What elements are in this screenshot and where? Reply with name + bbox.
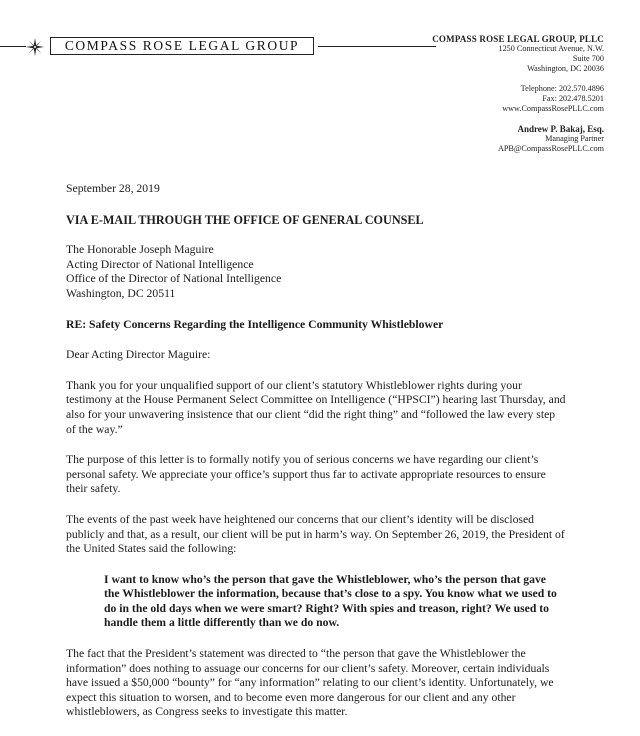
subject-line: RE: Safety Concerns Regarding the Intelligence Community Whistleblower: [66, 317, 444, 331]
recipient-address: [66, 243, 566, 301]
recipient-line: The Honorable Joseph Maguire: [66, 243, 214, 257]
body-paragraph: The events of the past week have heightened our concerns that our client’s identity will be disclosed publicly and that, as a result, our client will be put in harm’s way. On September 26, 2019, the President of the United States said the following:: [66, 512, 565, 556]
signer-title: Managing Partner: [545, 134, 604, 143]
firm-contact-block: [404, 34, 604, 154]
address-line: Suite 700: [572, 54, 604, 63]
address-line: Washington, DC 20036: [527, 64, 604, 73]
fax: Fax: 202.478.5201: [542, 94, 604, 103]
firm-name: COMPASS ROSE LEGAL GROUP, PLLC: [432, 34, 604, 44]
recipient-line: Office of the Director of National Intelligence: [66, 272, 282, 286]
firm-logo: COMPASS ROSE LEGAL GROUP: [50, 37, 314, 55]
address-line: 1250 Connecticut Avenue, N.W.: [498, 44, 604, 53]
website-link[interactable]: www.CompassRosePLLC.com: [502, 104, 604, 113]
delivery-method: VIA E-MAIL THROUGH THE OFFICE OF GENERAL COUNSEL: [66, 212, 424, 227]
body-paragraph: Thank you for your unqualified support of our client’s statutory Whistleblower rights during your testimony at the House Permanent Select Committee on Intelligence (“HPSCI”) hearing last Thursday, and also for your unwavering insistence that our client “did the right thing” and “followed the law every step of the way.”: [66, 378, 566, 436]
letter-date: September 28, 2019: [66, 182, 160, 195]
block-quote: I want to know who’s the person that gave the Whistleblower, who’s the person that gave the Whistleblower the information, because that’s close to a spy. You know what we used to do in the old days when we were smart? Right? With spies and treason, right? We used to handle them a little differently than we do now.: [104, 572, 557, 630]
body-paragraph: The purpose of this letter is to formally notify you of serious concerns we have regarding our client’s personal safety. We appreciate your office’s support thus far to activate appropriate resources to ensure their safety.: [66, 453, 546, 496]
recipient-line: Washington, DC 20511: [66, 286, 176, 300]
compass-rose-icon: [26, 38, 44, 56]
header-rule-left: [0, 46, 26, 47]
recipient-line: Acting Director of National Intelligence: [66, 257, 254, 271]
letter-body: [66, 182, 566, 736]
body-paragraph: The fact that the President’s statement was directed to “the person that gave the Whistleblower the information” does nothing to assuage our concerns for our client’s safety. Moreover, certain individuals have issued a $50,000 “bounty” for “any information” relating to our client’s identity. Unfortunately, we expect this situation to worsen, and to become even more dangerous for our client and any other whistleblowers, as Congress seeks to investigate this matter.: [66, 647, 554, 719]
telephone: Telephone: 202.570.4896: [520, 84, 604, 93]
salutation: Dear Acting Director Maguire:: [66, 348, 211, 362]
signer-email-link[interactable]: APB@CompassRosePLLC.com: [497, 144, 604, 153]
signer-name: Andrew P. Bakaj, Esq.: [517, 124, 604, 134]
